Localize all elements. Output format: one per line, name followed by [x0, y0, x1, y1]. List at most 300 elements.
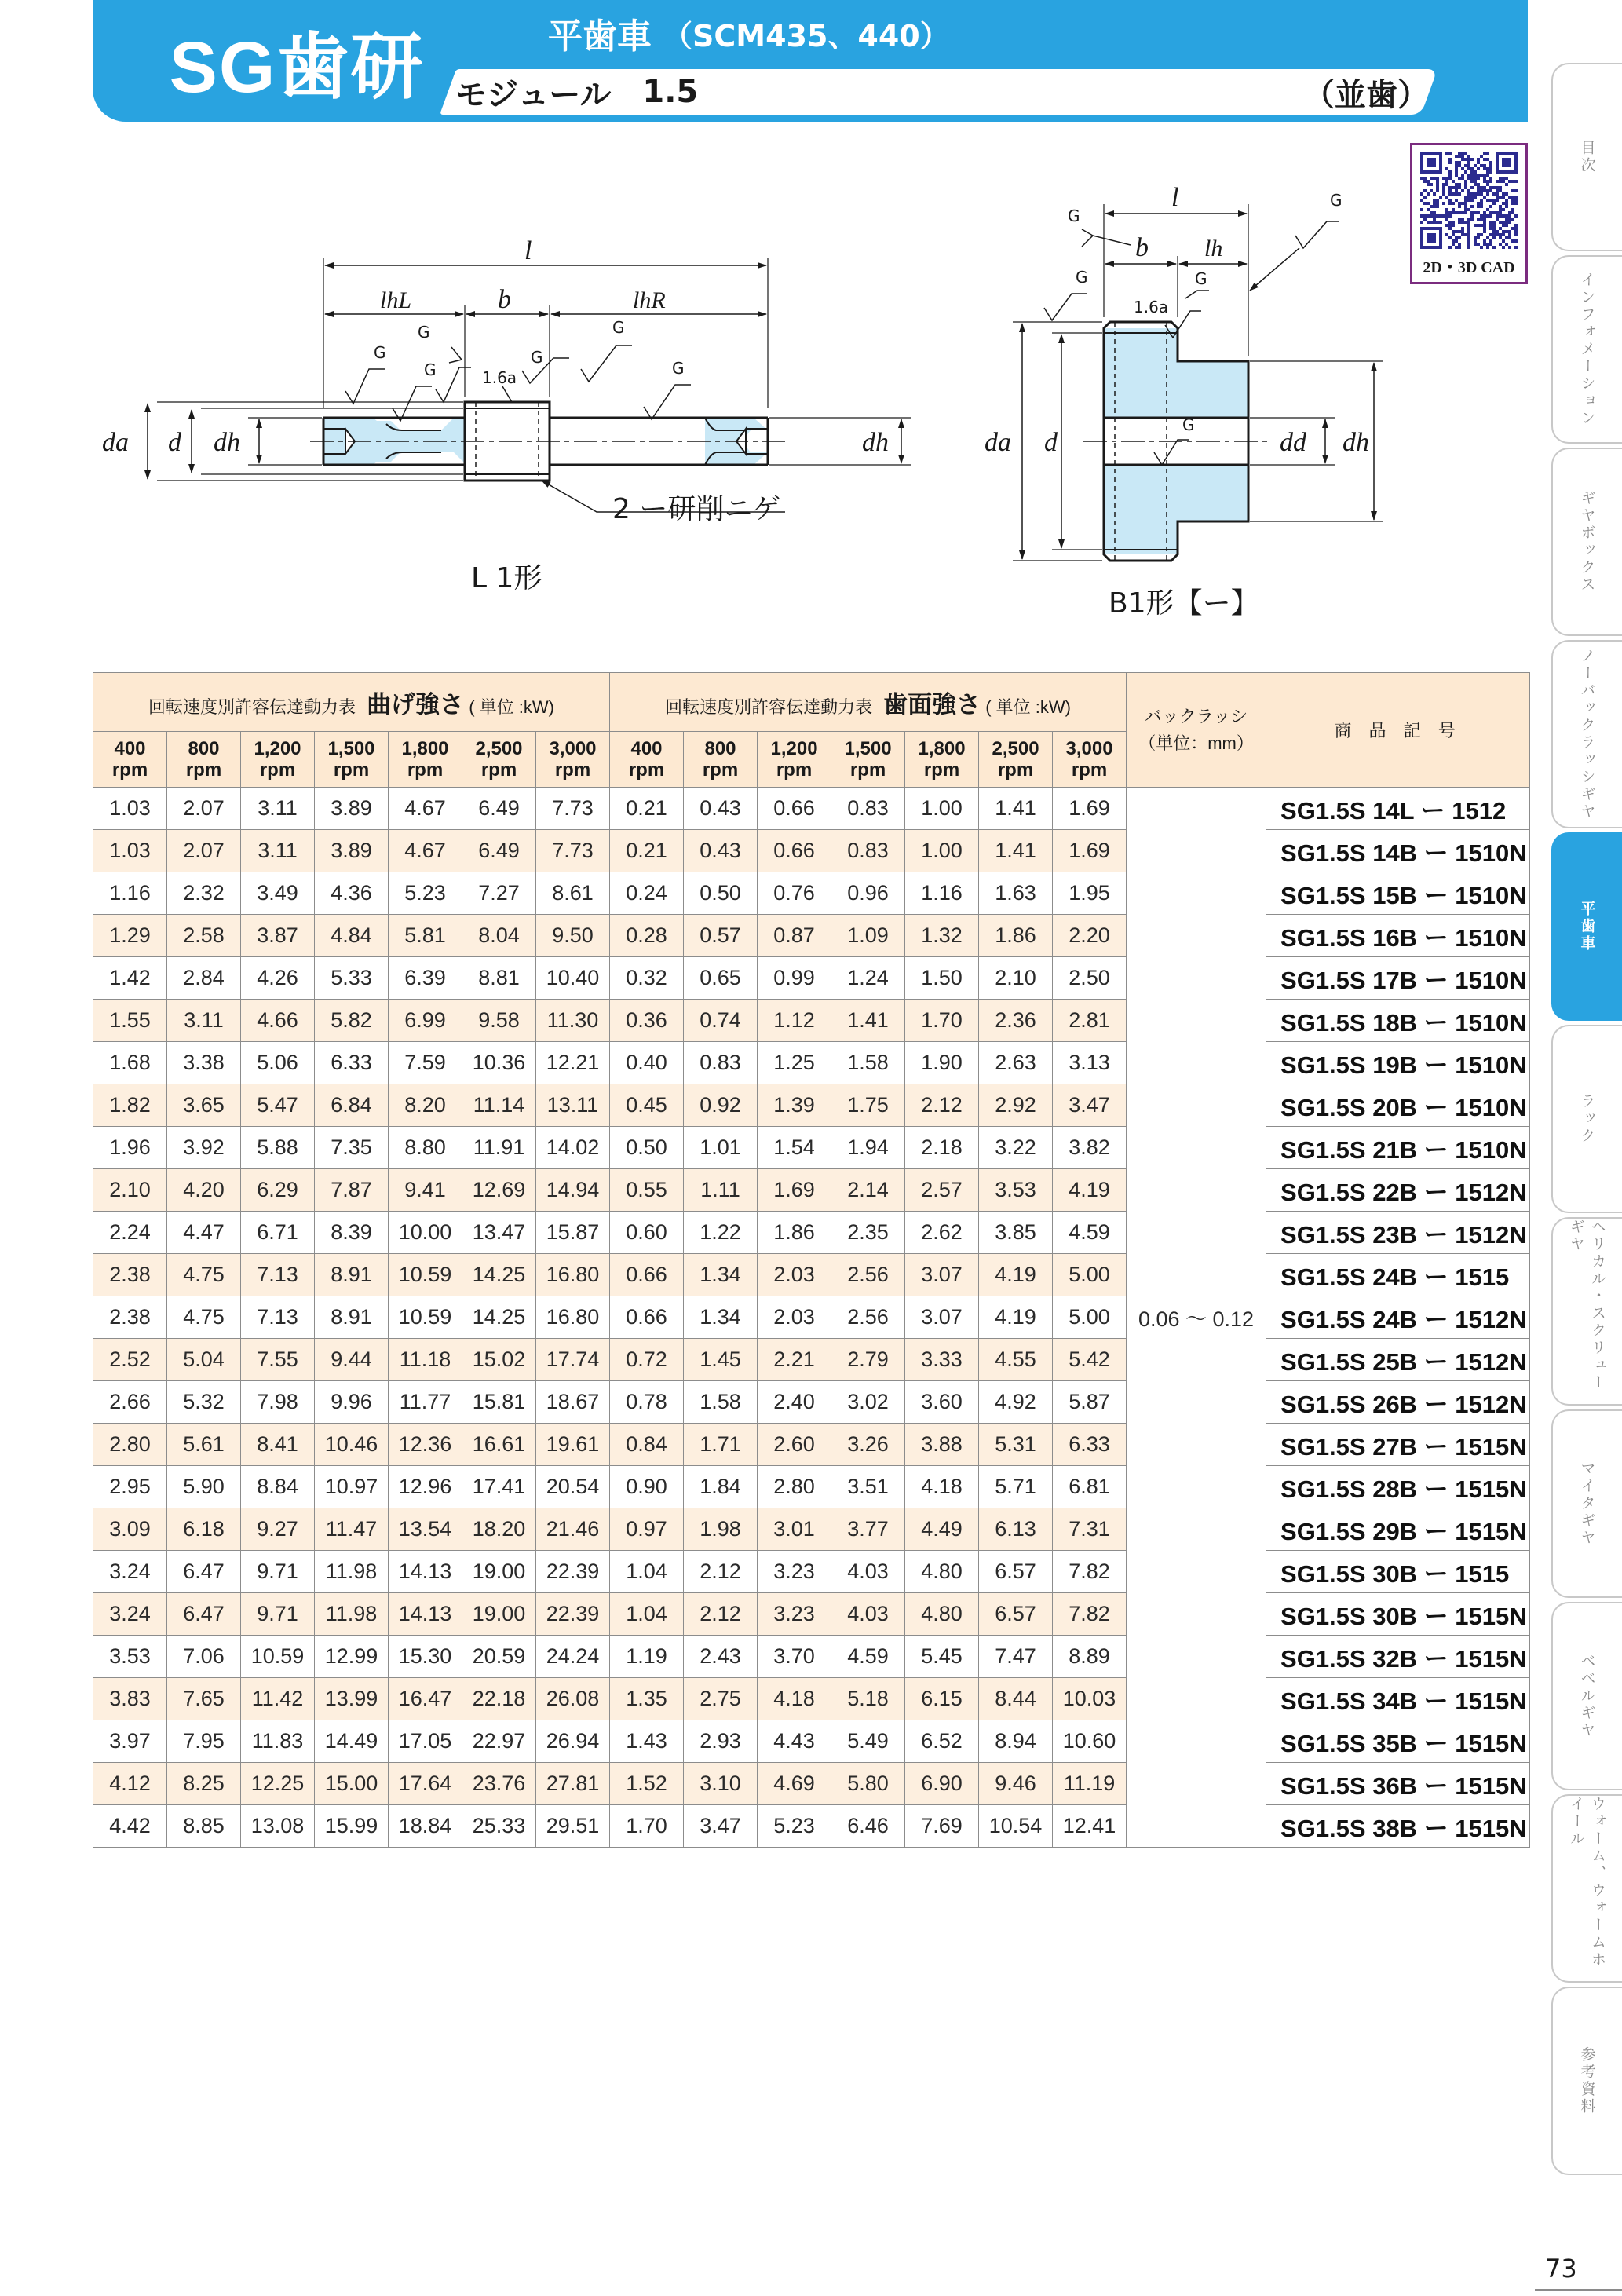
bending-cell: 4.84: [315, 915, 389, 957]
bending-cell: 7.55: [241, 1339, 315, 1381]
finish-g-4: G: [531, 348, 543, 367]
side-tab-7[interactable]: [1551, 1217, 1622, 1406]
bending-cell: 1.82: [93, 1084, 167, 1127]
surface-cell: 2.12: [684, 1593, 758, 1636]
bending-cell: 5.04: [167, 1339, 241, 1381]
surface-cell: 0.28: [610, 915, 684, 957]
table-row: [93, 1381, 1530, 1424]
surface-cell: 4.19: [979, 1296, 1053, 1339]
bending-cell: 1.03: [93, 788, 167, 830]
surface-cell: 1.16: [905, 872, 979, 915]
surface-cell: 0.36: [610, 1000, 684, 1042]
table-row: [93, 1424, 1530, 1466]
bending-cell: 10.59: [241, 1636, 315, 1678]
part-number-cell: SG1.5S 24B ー 1515: [1266, 1254, 1530, 1296]
bending-cell: 10.36: [462, 1042, 536, 1084]
surface-cell: 7.82: [1053, 1593, 1127, 1636]
surface-cell: 2.12: [905, 1084, 979, 1127]
surface-cell: 1.25: [758, 1042, 831, 1084]
bending-cell: 5.33: [315, 957, 389, 1000]
bending-cell: 11.42: [241, 1678, 315, 1720]
bending-cell: 2.95: [93, 1466, 167, 1508]
surface-cell: 1.52: [610, 1763, 684, 1805]
bending-cell: 6.49: [462, 830, 536, 872]
side-tab-label: 参考資料: [1578, 2046, 1596, 2115]
surface-cell: 0.83: [831, 788, 905, 830]
bending-cell: 16.47: [389, 1678, 462, 1720]
main-title: SG歯研: [169, 27, 425, 108]
surface-cell: 1.84: [684, 1466, 758, 1508]
roughness-1-6a: 1.6a: [482, 368, 517, 387]
bending-cell: 6.99: [389, 1000, 462, 1042]
rpm-header: [389, 732, 462, 788]
bending-cell: 6.47: [167, 1551, 241, 1593]
part-number-cell: SG1.5S 14B ー 1510N: [1266, 830, 1530, 872]
side-tab-8[interactable]: [1551, 1409, 1622, 1598]
surface-cell: 1.35: [610, 1678, 684, 1720]
surface-cell: 1.24: [831, 957, 905, 1000]
bending-cell: 2.58: [167, 915, 241, 957]
side-tab-5[interactable]: [1551, 832, 1622, 1021]
material: （SCM435、440）: [663, 18, 950, 53]
bending-cell: 4.12: [93, 1763, 167, 1805]
bending-cell: 9.50: [536, 915, 610, 957]
table-row: [93, 830, 1530, 872]
bending-cell: 8.25: [167, 1763, 241, 1805]
bending-cell: 15.81: [462, 1381, 536, 1424]
surface-cell: 6.46: [831, 1805, 905, 1848]
table-row: [93, 1551, 1530, 1593]
bending-cell: 24.24: [536, 1636, 610, 1678]
bending-cell: 4.67: [389, 830, 462, 872]
bending-unit: ( 単位 :kW): [469, 696, 554, 717]
part-number-header: 商 品 記 号: [1266, 673, 1530, 788]
surface-cell: 0.43: [684, 788, 758, 830]
part-number-cell: SG1.5S 16B ー 1510N: [1266, 915, 1530, 957]
side-tab-4[interactable]: [1551, 640, 1622, 828]
b1-dim-dh: dh: [1343, 428, 1369, 457]
bending-cell: 7.27: [462, 872, 536, 915]
surface-cell: 5.23: [758, 1805, 831, 1848]
surface-cell: 11.19: [1053, 1763, 1127, 1805]
surface-cell: 0.65: [684, 957, 758, 1000]
rpm-unit: rpm: [111, 759, 148, 781]
surface-cell: 2.80: [758, 1466, 831, 1508]
rpm-unit: rpm: [923, 759, 960, 781]
surface-cell: 5.80: [831, 1763, 905, 1805]
rpm-unit: rpm: [628, 759, 665, 781]
drawing-l1-labels: [102, 236, 889, 525]
table-row: [93, 1000, 1530, 1042]
table-row: [93, 957, 1530, 1000]
rpm-header: [315, 732, 389, 788]
surface-cell: 3.26: [831, 1424, 905, 1466]
bending-cell: 13.08: [241, 1805, 315, 1848]
page-number: 73: [1545, 2254, 1577, 2283]
surface-cell: 5.42: [1053, 1339, 1127, 1381]
bending-cell: 4.75: [167, 1296, 241, 1339]
surface-cell: 4.69: [758, 1763, 831, 1805]
surface-cell: 0.57: [684, 915, 758, 957]
side-tab-10[interactable]: [1551, 1794, 1622, 1983]
surface-cell: 0.84: [610, 1424, 684, 1466]
bending-cell: 5.23: [389, 872, 462, 915]
surface-cell: 4.18: [758, 1678, 831, 1720]
surface-cell: 2.63: [979, 1042, 1053, 1084]
bending-cell: 5.32: [167, 1381, 241, 1424]
rpm-unit: rpm: [259, 759, 296, 781]
finish-g-1: G: [374, 343, 386, 362]
b1-roughness: 1.6a: [1134, 298, 1169, 316]
rpm-header: [167, 732, 241, 788]
side-tab-label: ラック: [1578, 1093, 1596, 1145]
backlash-unit: （単位：mm）: [1138, 733, 1254, 753]
surface-cell: 0.83: [831, 830, 905, 872]
part-number-cell: SG1.5S 22B ー 1512N: [1266, 1169, 1530, 1212]
table-row: [93, 1636, 1530, 1678]
surface-cell: 1.70: [610, 1805, 684, 1848]
surface-cell: 1.58: [831, 1042, 905, 1084]
rpm-header: [241, 732, 315, 788]
part-number-cell: SG1.5S 26B ー 1512N: [1266, 1381, 1530, 1424]
surface-cell: 3.01: [758, 1508, 831, 1551]
bending-cell: 6.84: [315, 1084, 389, 1127]
surface-cell: 1.19: [610, 1636, 684, 1678]
surface-cell: 1.43: [610, 1720, 684, 1763]
surface-cell: 1.58: [684, 1381, 758, 1424]
bending-cell: 12.36: [389, 1424, 462, 1466]
surface-cell: 4.19: [979, 1254, 1053, 1296]
surface-cell: 10.03: [1053, 1678, 1127, 1720]
bending-cell: 4.26: [241, 957, 315, 1000]
bending-cell: 2.24: [93, 1212, 167, 1254]
surface-cell: 2.75: [684, 1678, 758, 1720]
bending-cell: 4.66: [241, 1000, 315, 1042]
bending-cell: 9.44: [315, 1339, 389, 1381]
surface-cell: 3.13: [1053, 1042, 1127, 1084]
surface-cell: 0.21: [610, 788, 684, 830]
surface-cell: 2.14: [831, 1169, 905, 1212]
surface-cell: 0.66: [758, 788, 831, 830]
bending-cell: 22.97: [462, 1720, 536, 1763]
surface-cell: 8.89: [1053, 1636, 1127, 1678]
surface-cell: 0.90: [610, 1466, 684, 1508]
table-row: [93, 1763, 1530, 1805]
surface-cell: 6.15: [905, 1678, 979, 1720]
side-tab-6[interactable]: [1551, 1025, 1622, 1213]
bending-cell: 3.89: [315, 788, 389, 830]
surface-cell: 4.18: [905, 1466, 979, 1508]
bending-cell: 3.11: [241, 830, 315, 872]
surface-cell: 10.54: [979, 1805, 1053, 1848]
surface-cell: 6.81: [1053, 1466, 1127, 1508]
surface-cell: 0.21: [610, 830, 684, 872]
bending-cell: 10.00: [389, 1212, 462, 1254]
rpm-value: 800: [188, 738, 220, 759]
bending-cell: 17.74: [536, 1339, 610, 1381]
surface-cell: 1.86: [758, 1212, 831, 1254]
bending-cell: 11.98: [315, 1593, 389, 1636]
side-tab-label: ノーバックラッシギヤ: [1578, 648, 1596, 821]
rpm-header: [93, 732, 167, 788]
surface-cell: 1.41: [831, 1000, 905, 1042]
surface-cell: 4.19: [1053, 1169, 1127, 1212]
dim-l: l: [524, 236, 532, 265]
bending-cell: 5.81: [389, 915, 462, 957]
part-number-cell: SG1.5S 23B ー 1512N: [1266, 1212, 1530, 1254]
surface-cell: 1.70: [905, 1000, 979, 1042]
surface-cell: 2.18: [905, 1127, 979, 1169]
bending-cell: 12.96: [389, 1466, 462, 1508]
surface-cell: 1.50: [905, 957, 979, 1000]
bending-cell: 11.30: [536, 1000, 610, 1042]
surface-cell: 1.34: [684, 1296, 758, 1339]
bending-cell: 8.81: [462, 957, 536, 1000]
part-number-cell: SG1.5S 20B ー 1510N: [1266, 1084, 1530, 1127]
surface-cell: 12.41: [1053, 1805, 1127, 1848]
bending-cell: 8.61: [536, 872, 610, 915]
rpm-header: [462, 732, 536, 788]
surface-cell: 8.94: [979, 1720, 1053, 1763]
surface-cell: 1.41: [979, 788, 1053, 830]
part-number-cell: SG1.5S 15B ー 1510N: [1266, 872, 1530, 915]
surface-cell: 0.92: [684, 1084, 758, 1127]
bending-cell: 15.02: [462, 1339, 536, 1381]
bending-cell: 15.30: [389, 1636, 462, 1678]
bending-cell: 12.25: [241, 1763, 315, 1805]
rpm-value: 3,000: [1065, 738, 1113, 759]
dim-dh-right: dh: [862, 428, 889, 457]
bending-cell: 26.94: [536, 1720, 610, 1763]
surface-cell: 0.60: [610, 1212, 684, 1254]
rpm-unit: rpm: [776, 759, 813, 781]
surface-cell: 2.56: [831, 1254, 905, 1296]
bending-cell: 1.42: [93, 957, 167, 1000]
surface-cell: 3.70: [758, 1636, 831, 1678]
rpm-header: [758, 732, 831, 788]
surface-cell: 9.46: [979, 1763, 1053, 1805]
bending-cell: 21.46: [536, 1508, 610, 1551]
bending-cell: 14.94: [536, 1169, 610, 1212]
bending-cell: 13.11: [536, 1084, 610, 1127]
rpm-header: [831, 732, 905, 788]
bending-cell: 13.99: [315, 1678, 389, 1720]
side-tab-9[interactable]: [1551, 1602, 1622, 1790]
bending-cell: 7.59: [389, 1042, 462, 1084]
bending-cell: 2.84: [167, 957, 241, 1000]
surface-cell: 3.82: [1053, 1127, 1127, 1169]
surface-cell: 2.79: [831, 1339, 905, 1381]
bending-cell: 9.71: [241, 1593, 315, 1636]
finish-g-2: G: [424, 360, 437, 379]
b1-finish-g-3: G: [1195, 269, 1207, 288]
dim-d: d: [168, 428, 181, 457]
rpm-value: 1,800: [401, 738, 449, 759]
rpm-header: [979, 732, 1053, 788]
surface-cell: 1.01: [684, 1127, 758, 1169]
part-number-cell: SG1.5S 19B ー 1510N: [1266, 1042, 1530, 1084]
product-name: 平歯車: [548, 16, 652, 57]
table-row: [93, 1678, 1530, 1720]
table-row: [93, 1042, 1530, 1084]
relief-note: 2 ー研削ニゲ: [612, 493, 781, 525]
part-number-cell: SG1.5S 32B ー 1515N: [1266, 1636, 1530, 1678]
surface-cell: 1.54: [758, 1127, 831, 1169]
bending-cell: 8.91: [315, 1254, 389, 1296]
bending-cell: 16.80: [536, 1254, 610, 1296]
surface-cell: 6.13: [979, 1508, 1053, 1551]
surface-cell: 1.71: [684, 1424, 758, 1466]
bending-cell: 5.88: [241, 1127, 315, 1169]
surface-cell: 1.98: [684, 1508, 758, 1551]
dim-dh: dh: [214, 428, 240, 457]
bending-cell: 13.47: [462, 1212, 536, 1254]
bending-cell: 7.65: [167, 1678, 241, 1720]
bending-cell: 3.11: [167, 1000, 241, 1042]
backlash-header: [1127, 673, 1266, 788]
bending-cell: 3.11: [241, 788, 315, 830]
surface-cell: 5.45: [905, 1636, 979, 1678]
bending-cell: 2.38: [93, 1296, 167, 1339]
surface-cell: 1.12: [758, 1000, 831, 1042]
bending-cell: 9.41: [389, 1169, 462, 1212]
bending-cell: 12.21: [536, 1042, 610, 1084]
rpm-header: [905, 732, 979, 788]
bending-cell: 12.99: [315, 1636, 389, 1678]
rpm-value: 1,500: [844, 738, 892, 759]
bending-cell: 7.98: [241, 1381, 315, 1424]
surface-cell: 2.40: [758, 1381, 831, 1424]
surface-cell: 4.59: [831, 1636, 905, 1678]
surface-cell: 1.69: [1053, 830, 1127, 872]
bending-cell: 6.71: [241, 1212, 315, 1254]
surface-cell: 1.69: [1053, 788, 1127, 830]
surface-cell: 3.07: [905, 1254, 979, 1296]
surface-cell: 0.50: [684, 872, 758, 915]
bending-cell: 11.14: [462, 1084, 536, 1127]
surface-cell: 0.83: [684, 1042, 758, 1084]
surface-cell: 2.36: [979, 1000, 1053, 1042]
surface-cell: 1.04: [610, 1551, 684, 1593]
rpm-unit: rpm: [185, 759, 222, 781]
bending-cell: 4.75: [167, 1254, 241, 1296]
table-row: [93, 1805, 1530, 1848]
surface-cell: 5.00: [1053, 1254, 1127, 1296]
surface-cell: 0.96: [831, 872, 905, 915]
bending-cell: 10.59: [389, 1254, 462, 1296]
surface-cell: 1.45: [684, 1339, 758, 1381]
surface-cell: 5.87: [1053, 1381, 1127, 1424]
bending-cell: 1.55: [93, 1000, 167, 1042]
backlash-cell: 0.06 〜 0.12: [1127, 788, 1266, 1848]
surface-cell: 3.85: [979, 1212, 1053, 1254]
bending-cell: 7.13: [241, 1254, 315, 1296]
surface-cell: 2.92: [979, 1084, 1053, 1127]
bending-cell: 2.66: [93, 1381, 167, 1424]
bending-cell: 15.00: [315, 1763, 389, 1805]
surface-group-header: [610, 673, 1127, 732]
surface-cell: 4.43: [758, 1720, 831, 1763]
bending-cell: 5.06: [241, 1042, 315, 1084]
side-tab-label: マイタギヤ: [1578, 1461, 1596, 1547]
bending-cell: 12.69: [462, 1169, 536, 1212]
surface-cell: 2.20: [1053, 915, 1127, 957]
surface-cell: 8.44: [979, 1678, 1053, 1720]
bending-cell: 2.32: [167, 872, 241, 915]
part-number-cell: SG1.5S 36B ー 1515N: [1266, 1763, 1530, 1805]
bending-cell: 6.18: [167, 1508, 241, 1551]
bending-cell: 14.13: [389, 1551, 462, 1593]
bending-cell: 10.40: [536, 957, 610, 1000]
surface-cell: 2.57: [905, 1169, 979, 1212]
group-prefix: 回転速度別許容伝達動力表: [665, 696, 873, 717]
rpm-value: 1,800: [918, 738, 966, 759]
b1-dim-b: b: [1135, 233, 1149, 262]
bending-cell: 23.76: [462, 1763, 536, 1805]
surface-cell: 1.22: [684, 1212, 758, 1254]
part-number-cell: SG1.5S 28B ー 1515N: [1266, 1466, 1530, 1508]
surface-cell: 3.23: [758, 1551, 831, 1593]
surface-cell: 3.02: [831, 1381, 905, 1424]
rpm-unit: rpm: [554, 759, 591, 781]
bending-cell: 11.98: [315, 1551, 389, 1593]
bending-cell: 8.84: [241, 1466, 315, 1508]
surface-cell: 1.63: [979, 872, 1053, 915]
table-row: [93, 872, 1530, 915]
side-tab-label: ヘリカル・スクリューギヤ: [1568, 1219, 1606, 1391]
bending-cell: 7.06: [167, 1636, 241, 1678]
surface-cell: 2.81: [1053, 1000, 1127, 1042]
drawing-b1: [1013, 204, 1383, 561]
surface-cell: 2.10: [979, 957, 1053, 1000]
bending-cell: 11.18: [389, 1339, 462, 1381]
surface-cell: 2.60: [758, 1424, 831, 1466]
surface-cell: 10.60: [1053, 1720, 1127, 1763]
surface-cell: 4.03: [831, 1593, 905, 1636]
table-row: [93, 1508, 1530, 1551]
surface-cell: 1.69: [758, 1169, 831, 1212]
surface-cell: 0.87: [758, 915, 831, 957]
table-row: [93, 1127, 1530, 1169]
surface-cell: 1.94: [831, 1127, 905, 1169]
surface-cell: 0.24: [610, 872, 684, 915]
bending-cell: 14.25: [462, 1296, 536, 1339]
surface-cell: 0.76: [758, 872, 831, 915]
surface-cell: 6.57: [979, 1593, 1053, 1636]
surface-cell: 2.50: [1053, 957, 1127, 1000]
surface-cell: 3.88: [905, 1424, 979, 1466]
bending-cell: 14.02: [536, 1127, 610, 1169]
bending-cell: 7.35: [315, 1127, 389, 1169]
bending-cell: 16.80: [536, 1296, 610, 1339]
bending-cell: 6.33: [315, 1042, 389, 1084]
surface-cell: 1.95: [1053, 872, 1127, 915]
bending-cell: 3.87: [241, 915, 315, 957]
side-tab-11[interactable]: [1551, 1987, 1622, 2175]
bending-cell: 8.91: [315, 1296, 389, 1339]
backlash-label: バックラッシ: [1144, 706, 1248, 726]
surface-cell: 3.47: [1053, 1084, 1127, 1127]
part-number-cell: SG1.5S 30B ー 1515: [1266, 1551, 1530, 1593]
b1-dim-lh: lh: [1204, 236, 1223, 261]
bending-cell: 2.07: [167, 788, 241, 830]
surface-cell: 0.97: [610, 1508, 684, 1551]
surface-cell: 0.99: [758, 957, 831, 1000]
bending-cell: 5.82: [315, 1000, 389, 1042]
surface-cell: 3.23: [758, 1593, 831, 1636]
rpm-header: [610, 732, 684, 788]
caption-b1: B1形【ー】: [1109, 587, 1259, 620]
